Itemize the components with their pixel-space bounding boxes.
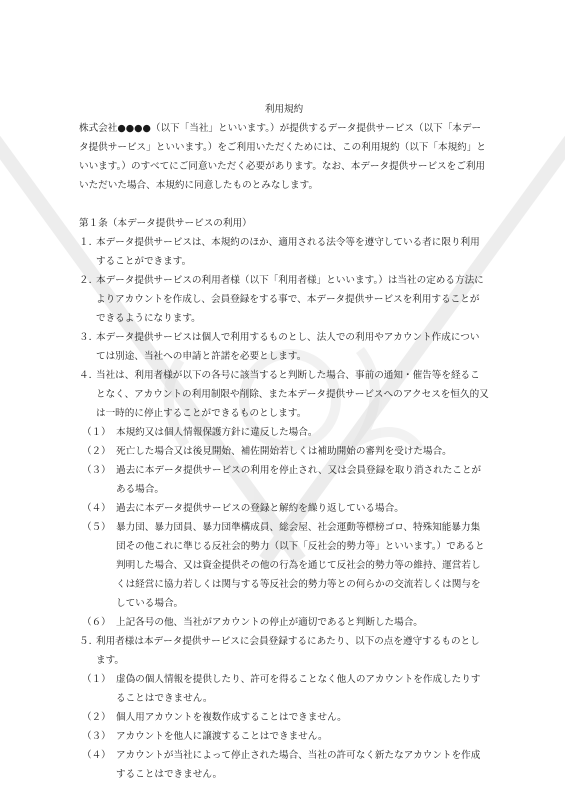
sub-item-5-3	[79, 727, 489, 746]
sub-item-text: 暴力団、暴力団員、暴力団準構成員、総会屋、社会運動等標榜ゴロ、特殊知能暴力集団その他これに準じる反社会的勢力（以下「反社会的勢力等」といいます。）であると判明した場合、又は資金提供その他の行為を通じて反社会的勢力等の維持、運営若しくは経営に協力若しくは関与する等反社会的勢力等との何らかの交流若しくは関与をしている場合。	[116, 522, 485, 609]
sub-item-5-2	[79, 708, 489, 727]
sub-item-text: 虚偽の個人情報を提供したり、許可を得ることなく他人のアカウントを作成したりすることはできません。	[116, 674, 481, 704]
blank-line	[79, 195, 489, 214]
item-number: １．	[79, 237, 99, 248]
article-item-2	[79, 271, 489, 328]
item-text: 本データ提供サービスは個人で利用するものとし、法人での利用やアカウント作成については別途、当社への申請と許諾を必要とします。	[96, 332, 480, 362]
sub-item-text: 死亡した場合又は後見開始、補佐開始若しくは補助開始の審判を受けた場合。	[116, 446, 452, 457]
sub-item-number: （３）	[82, 465, 111, 476]
sub-item-number: （４）	[82, 750, 111, 761]
article-item-1	[79, 233, 489, 271]
sub-item-number: （６）	[82, 617, 111, 628]
item-text: 本データ提供サービスは、本規約のほか、適用される法令等を遵守している者に限り利用することができます。	[96, 237, 480, 267]
sub-item-text: 過去に本データ提供サービスの利用を停止され、又は会員登録を取り消されたことがある場合。	[116, 465, 482, 495]
article-item-3	[79, 328, 489, 366]
sub-item-number: （２）	[82, 712, 111, 723]
sub-item-5-1	[79, 670, 489, 708]
item-number: ５．	[79, 636, 99, 647]
sub-item-4-4	[79, 499, 489, 518]
sub-item-text: アカウントが当社によって停止された場合、当社の許可なく新たなアカウントを作成することはできません。	[116, 750, 481, 780]
sub-item-5-4	[79, 746, 489, 784]
item-number: ４．	[79, 370, 99, 381]
sub-item-text: アカウントを他人に譲渡することはできません。	[116, 731, 328, 742]
sub-item-text: 個人用アカウントを複数作成することはできません。	[116, 712, 347, 723]
item-number: ３．	[79, 332, 99, 343]
document-title: 利用規約	[264, 104, 304, 115]
sub-item-number: （４）	[82, 503, 111, 514]
intro-paragraph: 株式会社●●●●（以下「当社」といいます。）が提供するデータ提供サービス（以下「本データ提供サービス」といいます。）をご利用いただくためには、この利用規約（以下「本規約」といいます。）のすべてにご同意いただく必要があります。なお、本データ提供サービスをご利用いただいた場合、本規約に同意したものとみなします。	[79, 123, 486, 191]
document-page	[79, 100, 489, 784]
item-number: ２．	[79, 275, 99, 286]
sub-item-number: （１）	[82, 427, 111, 438]
sub-item-number: （３）	[82, 731, 111, 742]
item-text: 利用者様は本データ提供サービスに会員登録するにあたり、以下の点を遵守するものとします。	[96, 636, 480, 666]
item-text: 本データ提供サービスの利用者様（以下「利用者様」といいます。）は当社の定める方法によりアカウントを作成し、会員登録をする事で、本データ提供サービスを利用することができるようになります。	[96, 275, 484, 324]
sub-item-4-5	[79, 518, 489, 613]
sub-item-4-1	[79, 423, 489, 442]
article-item-5	[79, 632, 489, 670]
item-text: 当社は、利用者様が以下の各号に該当すると判断した場合、事前の通知・催告等を経ることなく、アカウントの利用制限や削除、また本データ提供サービスへのアクセスを恒久的又は一時的に停止することができるものとします。	[96, 370, 489, 419]
sub-item-number: （１）	[82, 674, 111, 685]
article-1-heading: 第１条（本データ提供サービスの利用）	[79, 218, 252, 229]
article-item-4	[79, 366, 489, 423]
sub-item-text: 過去に本データ提供サービスの登録と解約を繰り返している場合。	[116, 503, 404, 514]
sub-item-4-2	[79, 442, 489, 461]
sub-item-4-3	[79, 461, 489, 499]
sub-item-text: 本規約又は個人情報保護方針に違反した場合。	[116, 427, 318, 438]
sub-item-text: 上記各号の他、当社がアカウントの停止が適切であると判断した場合。	[116, 617, 423, 628]
sub-item-4-6	[79, 613, 489, 632]
sub-item-number: （５）	[82, 522, 111, 533]
sub-item-number: （２）	[82, 446, 111, 457]
